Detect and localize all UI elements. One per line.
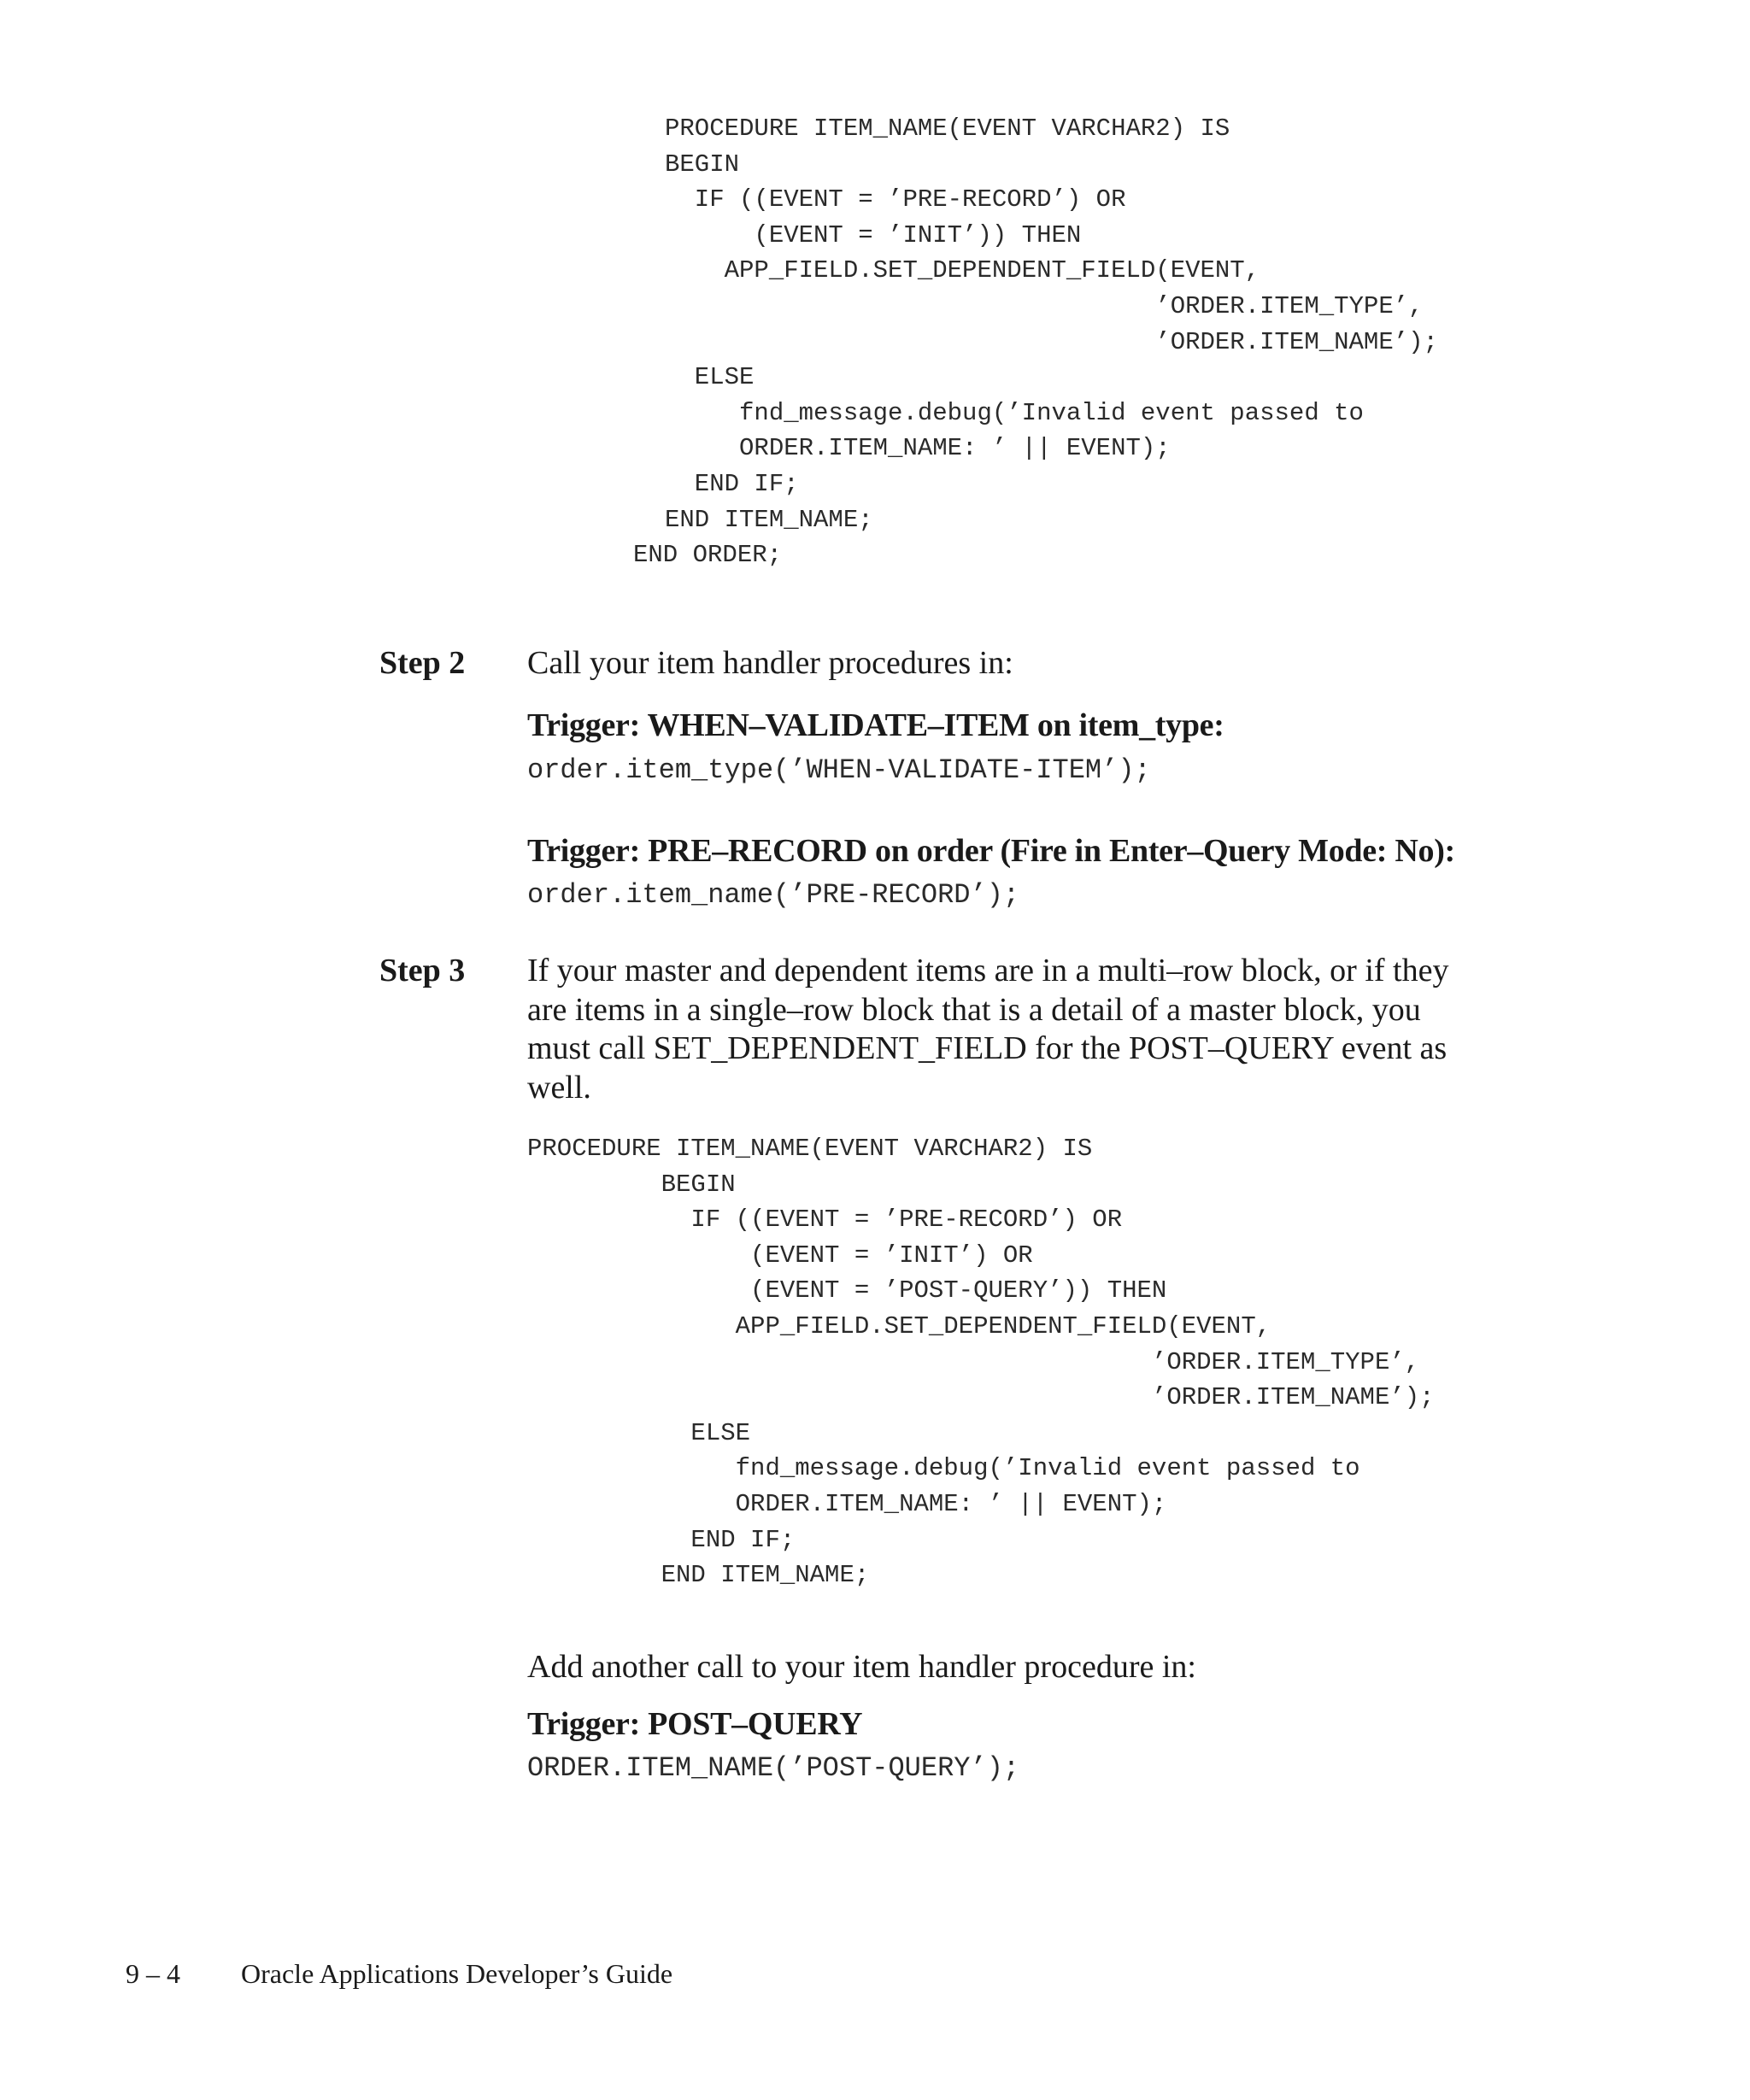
code-block-procedure-item-name-post-query bbox=[527, 1131, 1435, 1593]
book-title: Oracle Applications Developer’s Guide bbox=[241, 1958, 673, 1989]
trigger-when-validate-item-code: order.item_type(’WHEN-VALIDATE-ITEM’); bbox=[527, 754, 1151, 786]
trigger-post-query-heading: Trigger: POST–QUERY bbox=[527, 1706, 863, 1742]
trigger-post-query-code: ORDER.ITEM_NAME(’POST-QUERY’); bbox=[527, 1752, 1020, 1784]
code-line: PROCEDURE ITEM_NAME(EVENT VARCHAR2) IS bbox=[665, 114, 1230, 143]
code-line: BEGIN bbox=[665, 150, 740, 179]
trigger-pre-record-code: order.item_name(’PRE-RECORD’); bbox=[527, 879, 1020, 911]
code-line: ELSE bbox=[527, 1418, 751, 1447]
code-block-procedure-item-name bbox=[633, 111, 1438, 573]
trigger-when-validate-item-heading: Trigger: WHEN–VALIDATE–ITEM on item_type: bbox=[527, 707, 1224, 743]
paragraph-line: are items in a single–row block that is a detail of a master block, you bbox=[527, 991, 1421, 1028]
code-line: END IF; bbox=[527, 1525, 796, 1554]
code-line: ’ORDER.ITEM_NAME’); bbox=[527, 1383, 1435, 1412]
paragraph-line: If your master and dependent items are in a multi–row block, or if they bbox=[527, 953, 1449, 988]
code-line: (EVENT = ’INIT’)) THEN bbox=[665, 220, 1082, 249]
step-2-label: Step 2 bbox=[379, 645, 466, 681]
code-line: (EVENT = ’POST-QUERY’)) THEN bbox=[527, 1276, 1167, 1305]
code-line: ’ORDER.ITEM_TYPE’, bbox=[527, 1347, 1420, 1376]
code-line: ELSE bbox=[665, 363, 755, 392]
post-query-intro-text: Add another call to your item handler procedure in: bbox=[527, 1649, 1196, 1685]
paragraph-line: well. bbox=[527, 1069, 591, 1106]
code-line: IF ((EVENT = ’PRE-RECORD’) OR bbox=[527, 1205, 1123, 1235]
code-line: fnd_message.debug(’Invalid event passed to bbox=[665, 398, 1364, 427]
code-line: END ORDER; bbox=[633, 541, 783, 570]
step-2-text: Call your item handler procedures in: bbox=[527, 645, 1013, 681]
code-line: ’ORDER.ITEM_NAME’); bbox=[665, 327, 1438, 356]
trigger-pre-record-heading: Trigger: PRE–RECORD on order (Fire in Enter–Query Mode: No): bbox=[527, 833, 1455, 869]
code-line: IF ((EVENT = ’PRE-RECORD’) OR bbox=[665, 185, 1126, 214]
page-number: 9 – 4 bbox=[126, 1958, 180, 1989]
code-line: ORDER.ITEM_NAME: ’ || EVENT); bbox=[527, 1489, 1167, 1518]
step-3-label: Step 3 bbox=[379, 953, 466, 988]
code-line: APP_FIELD.SET_DEPENDENT_FIELD(EVENT, bbox=[665, 256, 1260, 285]
code-line: END ITEM_NAME; bbox=[527, 1561, 870, 1590]
code-line: END IF; bbox=[665, 469, 799, 498]
paragraph-line: must call SET_DEPENDENT_FIELD for the POST–QUERY event as bbox=[527, 1030, 1448, 1066]
step-3-paragraph bbox=[527, 952, 1553, 1107]
code-line: BEGIN bbox=[527, 1170, 736, 1199]
code-line: ’ORDER.ITEM_TYPE’, bbox=[665, 291, 1424, 320]
code-line: ORDER.ITEM_NAME: ’ || EVENT); bbox=[665, 434, 1171, 463]
code-line: APP_FIELD.SET_DEPENDENT_FIELD(EVENT, bbox=[527, 1311, 1271, 1340]
code-line: END ITEM_NAME; bbox=[665, 505, 873, 534]
code-line: fnd_message.debug(’Invalid event passed to bbox=[527, 1454, 1360, 1483]
code-line: (EVENT = ’INIT’) OR bbox=[527, 1241, 1033, 1270]
code-line: PROCEDURE ITEM_NAME(EVENT VARCHAR2) IS bbox=[527, 1135, 1093, 1163]
